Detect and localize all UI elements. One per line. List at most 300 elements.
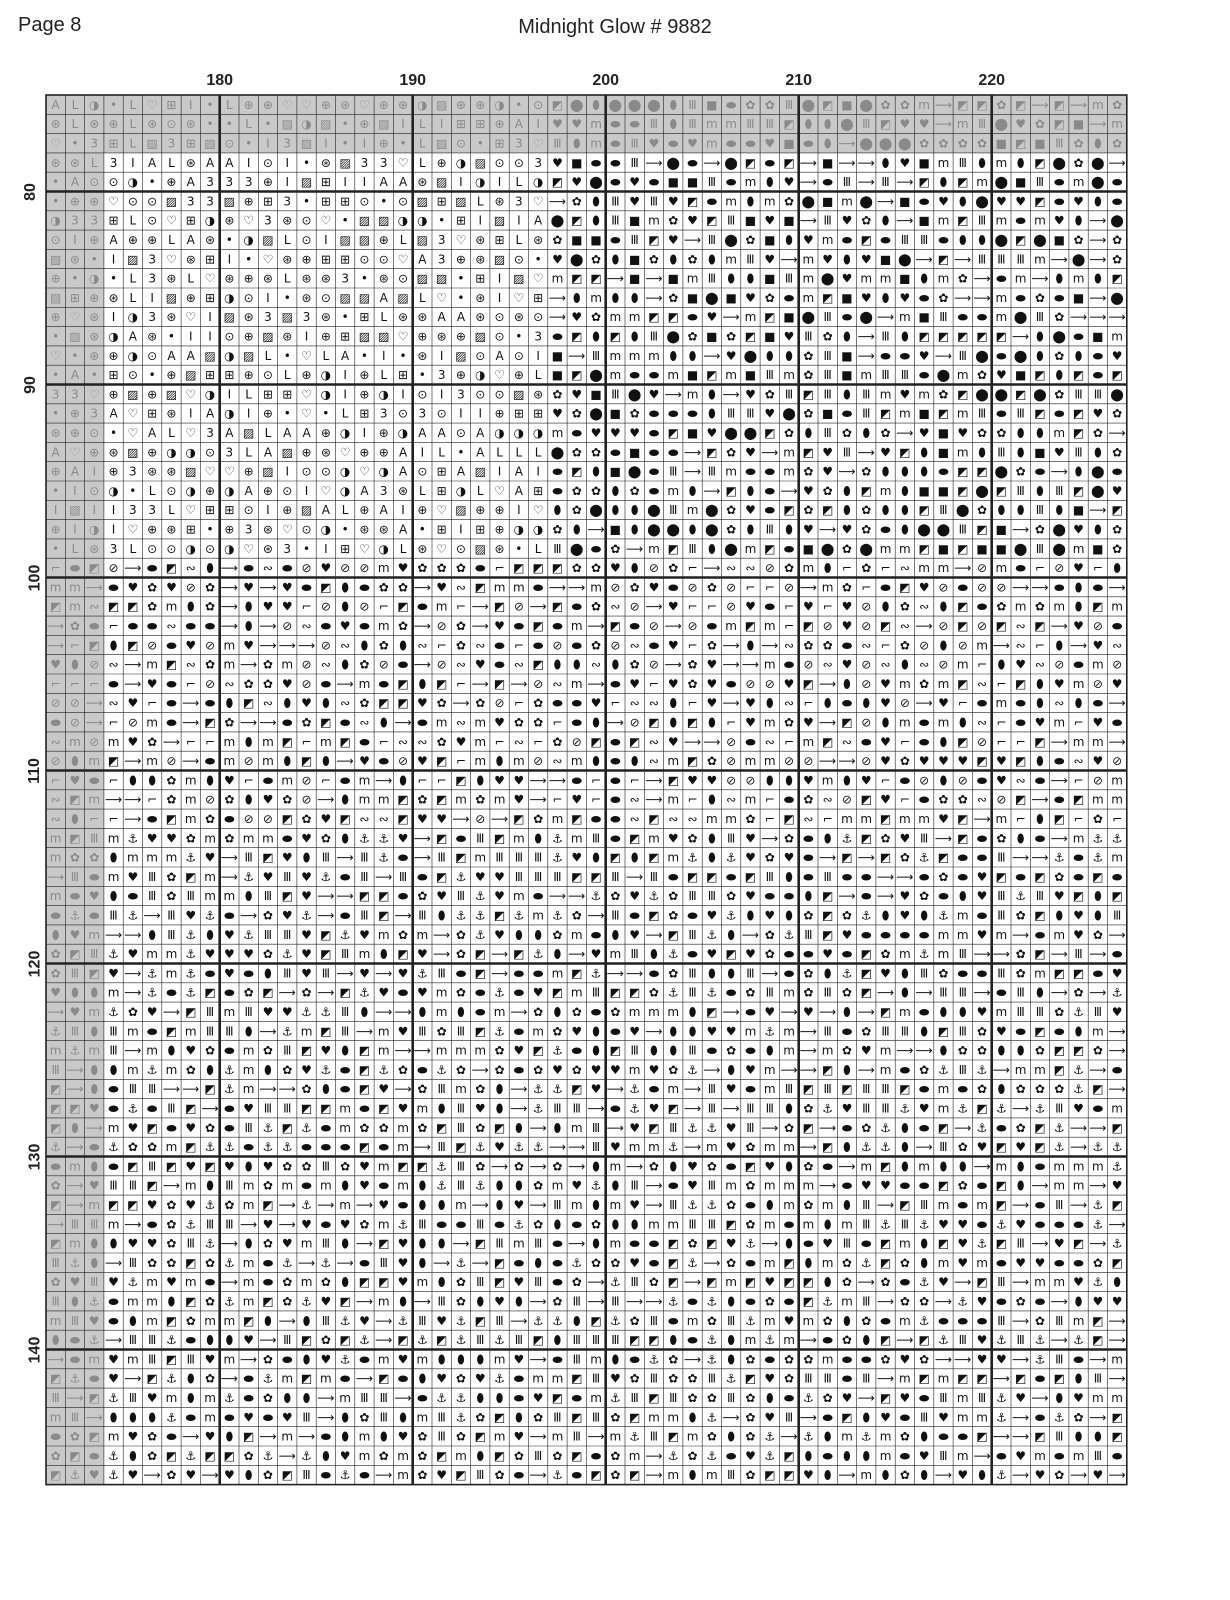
- stitch-symbol: m: [455, 1044, 467, 1058]
- stitch-symbol: ■: [822, 407, 833, 421]
- stitch-symbol: ⟶: [954, 1275, 971, 1289]
- stitch-symbol: Ⅲ: [727, 1391, 735, 1405]
- stitch-symbol: ⟶: [221, 1372, 238, 1386]
- stitch-symbol: ⌐: [109, 773, 119, 787]
- stitch-symbol: ♡: [243, 542, 254, 556]
- stitch-symbol: ⬮: [592, 715, 600, 729]
- stitch-symbol: ⊕: [321, 426, 331, 440]
- stitch-symbol: ⬬: [668, 445, 679, 459]
- stitch-symbol: ⬮: [766, 349, 774, 363]
- stitch-symbol: ⬬: [89, 773, 100, 787]
- stitch-symbol: ⊘: [958, 773, 968, 787]
- stitch-symbol: ⬮: [901, 966, 909, 980]
- stitch-symbol: Ⅲ: [187, 1352, 195, 1366]
- stitch-symbol: ⟶: [916, 1140, 933, 1154]
- stitch-symbol: ▨: [282, 310, 293, 324]
- stitch-symbol: ⊘: [533, 754, 543, 768]
- stitch-symbol: ⊕: [475, 98, 485, 112]
- stitch-symbol: ⊘: [263, 812, 273, 826]
- stitch-symbol: ◩: [668, 1237, 679, 1251]
- stitch-symbol: ⬮: [708, 542, 716, 556]
- stitch-symbol: ♥: [668, 233, 679, 247]
- stitch-symbol: ⌐: [1074, 812, 1084, 826]
- stitch-symbol: I: [401, 117, 405, 131]
- stitch-symbol: ⊛: [417, 542, 427, 556]
- stitch-symbol: m: [783, 445, 795, 459]
- stitch-symbol: m: [1092, 658, 1104, 672]
- stitch-symbol: ⬮: [901, 484, 909, 498]
- stitch-symbol: ⬬: [1035, 928, 1046, 942]
- stitch-symbol: ◩: [1015, 387, 1026, 401]
- stitch-symbol: ⊙: [224, 136, 234, 150]
- stitch-symbol: ⊘: [784, 580, 794, 594]
- stitch-symbol: ⬤: [1033, 233, 1046, 247]
- stitch-symbol: ♡: [301, 349, 312, 363]
- stitch-symbol: ⚓: [127, 1275, 138, 1289]
- stitch-symbol: m: [416, 1275, 428, 1289]
- stitch-symbol: Ⅲ: [650, 1372, 658, 1386]
- stitch-symbol: ◩: [957, 1372, 968, 1386]
- stitch-symbol: ♥: [571, 1179, 582, 1193]
- stitch-symbol: Ⅲ: [148, 1159, 156, 1173]
- stitch-symbol: ⟶: [259, 1024, 276, 1038]
- stitch-symbol: ⬮: [206, 561, 214, 575]
- stitch-symbol: ⬮: [843, 773, 851, 787]
- stitch-symbol: ⟶: [1109, 1082, 1126, 1096]
- stitch-symbol: Ⅲ: [746, 407, 754, 421]
- stitch-symbol: ⚓: [320, 1256, 331, 1270]
- stitch-symbol: ⟶: [877, 1372, 894, 1386]
- stitch-symbol: ⚓: [340, 1468, 351, 1482]
- stitch-symbol: ⬮: [920, 1256, 928, 1270]
- stitch-symbol: Ⅲ: [167, 928, 175, 942]
- stitch-symbol: ⟶: [549, 773, 566, 787]
- stitch-symbol: •: [438, 214, 445, 228]
- stitch-symbol: m: [146, 851, 158, 865]
- stitch-symbol: ♥: [629, 928, 640, 942]
- stitch-symbol: ◑: [340, 426, 351, 440]
- stitch-symbol: ⟶: [1089, 986, 1106, 1000]
- stitch-symbol: ⬮: [747, 272, 755, 286]
- stitch-symbol: ▨: [436, 136, 447, 150]
- stitch-symbol: ⬮: [940, 600, 948, 614]
- stitch-symbol: Ⅲ: [688, 1217, 696, 1231]
- stitch-symbol: ⊘: [186, 580, 196, 594]
- stitch-symbol: ♥: [436, 889, 447, 903]
- stitch-symbol: ⬮: [1055, 272, 1063, 286]
- stitch-symbol: Ⅲ: [1036, 310, 1044, 324]
- stitch-symbol: ⬮: [496, 1391, 504, 1405]
- stitch-symbol: Ⅲ: [71, 870, 79, 884]
- stitch-symbol: A: [515, 465, 524, 479]
- stitch-symbol: Ⅲ: [824, 1372, 832, 1386]
- stitch-symbol: I: [324, 233, 328, 247]
- stitch-symbol: ◩: [1034, 619, 1045, 633]
- stitch-symbol: ⟶: [221, 851, 238, 865]
- stitch-symbol: ⬮: [669, 1333, 677, 1347]
- stitch-symbol: ⟶: [510, 1314, 527, 1328]
- stitch-symbol: ⬮: [245, 1024, 253, 1038]
- stitch-symbol: m: [629, 1449, 641, 1463]
- stitch-symbol: ⊕: [417, 503, 427, 517]
- stitch-symbol: ◩: [359, 889, 370, 903]
- stitch-symbol: m: [957, 658, 969, 672]
- stitch-symbol: ⚓: [533, 947, 544, 961]
- stitch-symbol: m: [223, 1005, 235, 1019]
- stitch-symbol: ⟶: [124, 658, 141, 672]
- stitch-symbol: ⬬: [572, 773, 583, 787]
- stitch-symbol: ⊘: [379, 658, 389, 672]
- stitch-symbol: ✿: [456, 1430, 466, 1444]
- stitch-symbol: ⬬: [166, 638, 177, 652]
- stitch-symbol: ◩: [706, 1005, 717, 1019]
- stitch-symbol: m: [301, 1275, 313, 1289]
- stitch-symbol: ⬮: [399, 1410, 407, 1424]
- stitch-symbol: ■: [1073, 117, 1084, 131]
- stitch-symbol: ⊕: [147, 233, 157, 247]
- stitch-symbol: ⬬: [919, 928, 930, 942]
- stitch-symbol: ◩: [1054, 117, 1065, 131]
- stitch-symbol: m: [571, 928, 583, 942]
- stitch-symbol: ⟶: [607, 272, 624, 286]
- stitch-symbol: ✿: [688, 252, 698, 266]
- stitch-symbol: ◩: [957, 175, 968, 189]
- stitch-symbol: ⬬: [861, 928, 872, 942]
- stitch-symbol: ✿: [1016, 908, 1026, 922]
- stitch-symbol: ⬮: [901, 1159, 909, 1173]
- stitch-symbol: ♡: [166, 252, 177, 266]
- stitch-symbol: ⚓: [475, 1179, 486, 1193]
- stitch-symbol: ♥: [320, 1352, 331, 1366]
- stitch-symbol: ∾: [321, 658, 331, 672]
- stitch-symbol: ♥: [938, 1275, 949, 1289]
- stitch-symbol: m: [745, 1333, 757, 1347]
- stitch-symbol: ◩: [899, 445, 910, 459]
- stitch-symbol: I: [228, 252, 232, 266]
- stitch-symbol: L: [284, 272, 291, 286]
- stitch-symbol: ♥: [147, 1237, 158, 1251]
- stitch-symbol: ⟶: [549, 889, 566, 903]
- stitch-symbol: ◩: [378, 889, 389, 903]
- stitch-symbol: ◩: [629, 735, 640, 749]
- stitch-symbol: ⟶: [665, 658, 682, 672]
- stitch-symbol: ⟶: [1051, 831, 1068, 845]
- stitch-symbol: ⊛: [417, 310, 427, 324]
- stitch-symbol: ◩: [880, 851, 891, 865]
- stitch-symbol: ✿: [572, 194, 582, 208]
- stitch-symbol: ♥: [764, 1410, 775, 1424]
- stitch-symbol: I: [112, 503, 116, 517]
- stitch-symbol: m: [667, 1410, 679, 1424]
- stitch-symbol: ✿: [881, 947, 891, 961]
- stitch-symbol: ♡: [301, 98, 312, 112]
- stitch-symbol: ✿: [475, 1082, 485, 1096]
- stitch-symbol: ⬮: [1017, 156, 1025, 170]
- stitch-symbol: ⟶: [144, 1468, 161, 1482]
- stitch-symbol: Ⅲ: [418, 908, 426, 922]
- stitch-symbol: ⬬: [224, 986, 235, 1000]
- stitch-symbol: ⬮: [515, 1179, 523, 1193]
- stitch-symbol: ✿: [745, 1140, 755, 1154]
- stitch-symbol: m: [667, 1082, 679, 1096]
- stitch-symbol: ⊞: [340, 252, 350, 266]
- stitch-symbol: ⚓: [996, 1101, 1007, 1115]
- stitch-symbol: ⟶: [1070, 638, 1087, 652]
- stitch-symbol: ⚓: [398, 1314, 409, 1328]
- stitch-symbol: ⬬: [745, 1198, 756, 1212]
- stitch-symbol: m: [339, 1121, 351, 1135]
- stitch-symbol: ⊕: [51, 465, 61, 479]
- stitch-symbol: m: [899, 542, 911, 556]
- stitch-symbol: ⬮: [824, 1430, 832, 1444]
- stitch-symbol: ⊘: [302, 561, 312, 575]
- stitch-symbol: Ⅲ: [1055, 1198, 1063, 1212]
- stitch-symbol: ⬮: [129, 1314, 137, 1328]
- stitch-symbol: ⟶: [337, 677, 354, 691]
- stitch-symbol: ◑: [494, 426, 505, 440]
- stitch-symbol: I: [343, 387, 347, 401]
- stitch-symbol: Ⅲ: [148, 1082, 156, 1096]
- stitch-symbol: ⟶: [916, 696, 933, 710]
- stitch-symbol: ⊙: [514, 349, 524, 363]
- stitch-symbol: m: [938, 677, 950, 691]
- stitch-symbol: ♡: [205, 272, 216, 286]
- stitch-symbol: ⟶: [240, 1217, 257, 1231]
- stitch-symbol: ⚓: [533, 1140, 544, 1154]
- stitch-symbol: ⬬: [610, 175, 621, 189]
- stitch-symbol: ⬬: [263, 1256, 274, 1270]
- stitch-symbol: ▨: [339, 291, 350, 305]
- stitch-symbol: m: [397, 1179, 409, 1193]
- stitch-symbol: ⬬: [996, 1121, 1007, 1135]
- stitch-symbol: ✿: [958, 793, 968, 807]
- stitch-symbol: ⟶: [356, 1294, 373, 1308]
- stitch-symbol: ⬬: [417, 870, 428, 884]
- stitch-symbol: ⬮: [52, 928, 60, 942]
- stitch-symbol: ⚓: [919, 1314, 930, 1328]
- stitch-symbol: m: [571, 619, 583, 633]
- stitch-symbol: ✿: [958, 1140, 968, 1154]
- stitch-symbol: m: [88, 1044, 100, 1058]
- stitch-symbol: ♥: [861, 1179, 872, 1193]
- stitch-symbol: ⬬: [1054, 580, 1065, 594]
- stitch-symbol: ⬮: [245, 1237, 253, 1251]
- stitch-symbol: ⊛: [70, 252, 80, 266]
- stitch-symbol: ⚓: [861, 1140, 872, 1154]
- stitch-symbol: ■: [899, 194, 910, 208]
- stitch-symbol: ⬬: [958, 1430, 969, 1444]
- stitch-symbol: ⬮: [901, 522, 909, 536]
- stitch-symbol: Ⅲ: [959, 1333, 967, 1347]
- stitch-symbol: ♥: [919, 349, 930, 363]
- stitch-symbol: m: [822, 1256, 834, 1270]
- stitch-symbol: ∾: [398, 735, 408, 749]
- stitch-symbol: ⬤: [995, 175, 1008, 189]
- stitch-symbol: Ⅲ: [1036, 503, 1044, 517]
- stitch-symbol: ⟶: [1012, 580, 1029, 594]
- stitch-symbol: ✿: [359, 1121, 369, 1135]
- stitch-symbol: ⟶: [742, 928, 759, 942]
- stitch-symbol: ⬮: [843, 1198, 851, 1212]
- stitch-symbol: ⬤: [802, 194, 815, 208]
- stitch-symbol: ⚓: [803, 1391, 814, 1405]
- stitch-symbol: ♥: [706, 677, 717, 691]
- stitch-symbol: ◩: [146, 1121, 157, 1135]
- stitch-symbol: ♥: [899, 831, 910, 845]
- stitch-symbol: m: [1111, 117, 1123, 131]
- stitch-symbol: m: [783, 986, 795, 1000]
- stitch-symbol: ✿: [630, 407, 640, 421]
- stitch-symbol: ✿: [244, 986, 254, 1000]
- stitch-symbol: ◩: [204, 715, 215, 729]
- stitch-symbol: m: [552, 1179, 564, 1193]
- stitch-symbol: ⬮: [669, 1159, 677, 1173]
- stitch-symbol: ⬮: [766, 773, 774, 787]
- stitch-symbol: m: [880, 387, 892, 401]
- stitch-symbol: ◩: [436, 793, 447, 807]
- stitch-symbol: ⊞: [186, 522, 196, 536]
- stitch-symbol: Ⅲ: [553, 1410, 561, 1424]
- stitch-symbol: ✿: [745, 1352, 755, 1366]
- stitch-symbol: m: [416, 1410, 428, 1424]
- stitch-symbol: ◩: [957, 387, 968, 401]
- stitch-symbol: ⬮: [978, 233, 986, 247]
- stitch-symbol: ⊕: [224, 522, 234, 536]
- stitch-symbol: ■: [880, 252, 891, 266]
- stitch-symbol: m: [938, 214, 950, 228]
- stitch-symbol: ◑: [224, 542, 235, 556]
- stitch-symbol: ⊕: [302, 252, 312, 266]
- stitch-symbol: m: [166, 1063, 178, 1077]
- stitch-symbol: ⟶: [105, 793, 122, 807]
- stitch-symbol: m: [899, 677, 911, 691]
- stitch-symbol: ♥: [340, 619, 351, 633]
- stitch-symbol: m: [532, 1372, 544, 1386]
- stitch-symbol: ⬬: [398, 851, 409, 865]
- stitch-symbol: ⟶: [66, 1198, 83, 1212]
- stitch-symbol: I: [131, 156, 135, 170]
- stitch-symbol: ⚓: [552, 1044, 563, 1058]
- stitch-symbol: ⬮: [592, 1024, 600, 1038]
- stitch-symbol: ⚓: [1092, 1217, 1103, 1231]
- stitch-symbol: ⬬: [842, 1179, 853, 1193]
- stitch-symbol: ♥: [842, 214, 853, 228]
- stitch-symbol: ✿: [881, 1275, 891, 1289]
- stitch-symbol: ⬬: [668, 1314, 679, 1328]
- stitch-symbol: ⬬: [687, 908, 698, 922]
- stitch-symbol: ⬬: [823, 1333, 834, 1347]
- stitch-symbol: ♥: [513, 1352, 524, 1366]
- stitch-symbol: ♥: [591, 426, 602, 440]
- stitch-symbol: ⌐: [688, 600, 698, 614]
- stitch-symbol: ⟶: [800, 580, 817, 594]
- stitch-symbol: ⬬: [186, 619, 197, 633]
- stitch-symbol: ⊙: [495, 329, 505, 343]
- stitch-symbol: ✿: [533, 1410, 543, 1424]
- stitch-symbol: Ⅲ: [71, 1217, 79, 1231]
- stitch-symbol: ⬬: [958, 851, 969, 865]
- stitch-symbol: ✿: [282, 793, 292, 807]
- stitch-symbol: ♥: [957, 1217, 968, 1231]
- stitch-symbol: Ⅲ: [708, 889, 716, 903]
- stitch-symbol: ◩: [475, 1024, 486, 1038]
- stitch-symbol: ✿: [417, 1121, 427, 1135]
- stitch-symbol: ⬮: [766, 175, 774, 189]
- stitch-symbol: ⬮: [361, 1005, 369, 1019]
- stitch-symbol: ⚓: [513, 1217, 524, 1231]
- stitch-symbol: ⬬: [205, 966, 216, 980]
- stitch-symbol: ⌐: [996, 677, 1006, 691]
- stitch-symbol: ⬬: [1093, 349, 1104, 363]
- stitch-symbol: ⊞: [205, 503, 215, 517]
- stitch-symbol: ⬮: [959, 889, 967, 903]
- stitch-symbol: ♥: [1112, 1179, 1123, 1193]
- stitch-symbol: ▨: [224, 194, 235, 208]
- stitch-symbol: ◩: [1092, 1314, 1103, 1328]
- stitch-symbol: ⟶: [279, 986, 296, 1000]
- stitch-symbol: ⬤: [589, 175, 602, 189]
- stitch-symbol: ◩: [1073, 889, 1084, 903]
- stitch-symbol: ⬮: [747, 908, 755, 922]
- stitch-symbol: ⚓: [494, 1333, 505, 1347]
- stitch-symbol: ◩: [1111, 1410, 1122, 1424]
- stitch-symbol: m: [223, 735, 235, 749]
- stitch-symbol: I: [363, 136, 367, 150]
- stitch-symbol: ⊘: [282, 619, 292, 633]
- stitch-symbol: m: [667, 484, 679, 498]
- stitch-symbol: ⬬: [784, 793, 795, 807]
- stitch-symbol: m: [50, 580, 62, 594]
- stitch-symbol: ⬤: [1053, 329, 1066, 343]
- stitch-symbol: Ⅲ: [341, 1005, 349, 1019]
- stitch-symbol: ♡: [513, 291, 524, 305]
- stitch-symbol: Ⅲ: [438, 1410, 446, 1424]
- stitch-symbol: ✿: [803, 638, 813, 652]
- stitch-symbol: ▨: [475, 542, 486, 556]
- stitch-symbol: ✿: [552, 233, 562, 247]
- stitch-symbol: ⬬: [552, 619, 563, 633]
- stitch-symbol: ⟶: [1012, 1468, 1029, 1482]
- stitch-symbol: ⬮: [650, 1044, 658, 1058]
- stitch-symbol: •: [52, 542, 59, 556]
- stitch-symbol: ⬬: [340, 715, 351, 729]
- stitch-symbol: Ⅲ: [631, 1179, 639, 1193]
- stitch-symbol: ⬬: [880, 522, 891, 536]
- stitch-symbol: ♥: [513, 1044, 524, 1058]
- stitch-symbol: ⬮: [1017, 831, 1025, 845]
- stitch-symbol: m: [1073, 272, 1085, 286]
- stitch-symbol: m: [1092, 1024, 1104, 1038]
- stitch-symbol: ⬬: [842, 696, 853, 710]
- stitch-symbol: ⊞: [437, 484, 447, 498]
- stitch-symbol: ⬬: [1016, 291, 1027, 305]
- stitch-symbol: m: [764, 1256, 776, 1270]
- stitch-symbol: ⬬: [494, 1217, 505, 1231]
- stitch-symbol: ⊙: [359, 194, 369, 208]
- stitch-symbol: ♥: [359, 754, 370, 768]
- stitch-symbol: ⟶: [819, 1005, 836, 1019]
- stitch-symbol: Ⅲ: [746, 252, 754, 266]
- stitch-symbol: ◑: [533, 426, 544, 440]
- stitch-symbol: ⚓: [745, 1237, 756, 1251]
- stitch-symbol: A: [380, 291, 389, 305]
- stitch-symbol: ⟶: [298, 1430, 315, 1444]
- stitch-symbol: m: [609, 310, 621, 324]
- stitch-symbol: m: [822, 580, 834, 594]
- stitch-symbol: ⬤: [879, 136, 892, 150]
- stitch-symbol: Ⅲ: [573, 1101, 581, 1115]
- stitch-symbol: ◩: [204, 1159, 215, 1173]
